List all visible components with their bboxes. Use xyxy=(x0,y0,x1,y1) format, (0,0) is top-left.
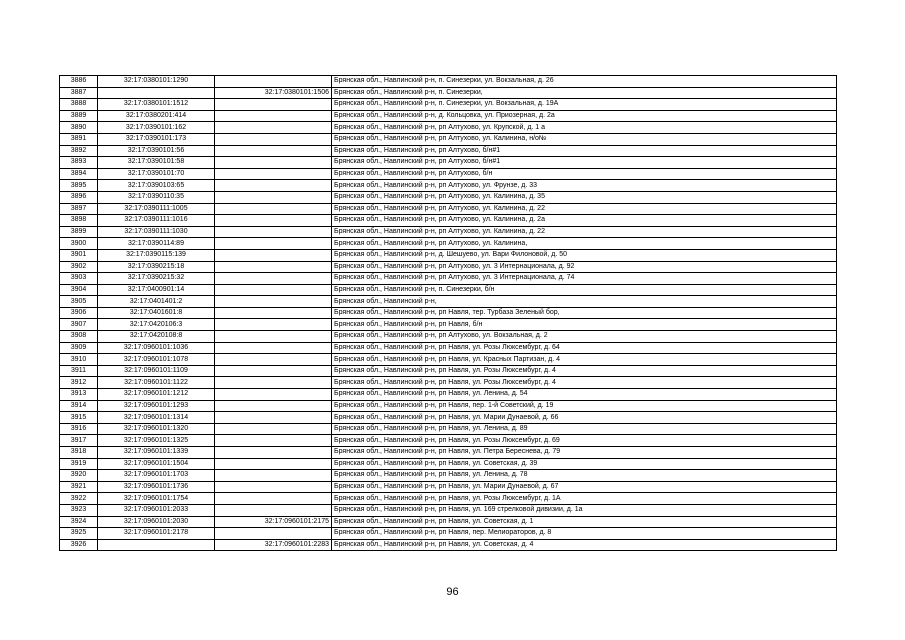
cadastral-number-cell: 32:17:0380101:1512 xyxy=(98,99,215,111)
table-row xyxy=(60,99,837,111)
cadastral-number-cell: 32:17:0401401:2 xyxy=(98,296,215,308)
address-cell: Брянская обл., Навлинский р-н, рп Навля, ул. Розы Люксембург, д. 4 xyxy=(332,365,837,377)
row-number-cell: 3895 xyxy=(60,180,98,192)
related-cadastral-number-cell xyxy=(215,481,332,493)
table-row xyxy=(60,157,837,169)
table-row xyxy=(60,539,837,551)
row-number-cell: 3893 xyxy=(60,157,98,169)
cadastral-number-cell: 32:17:0960101:1703 xyxy=(98,470,215,482)
related-cadastral-number-cell xyxy=(215,307,332,319)
cadastral-number-cell xyxy=(98,87,215,99)
cadastral-number-cell: 32:17:0420106:3 xyxy=(98,319,215,331)
address-cell: Брянская обл., Навлинский р-н, рп Навля, тер. Турбаза Зеленый бор, xyxy=(332,307,837,319)
table-row xyxy=(60,122,837,134)
address-cell: Брянская обл., Навлинский р-н, рп Навля, ул. Советская, д. 4 xyxy=(332,539,837,551)
table-row xyxy=(60,389,837,401)
table-row xyxy=(60,365,837,377)
cadastral-number-cell: 32:17:0960101:1109 xyxy=(98,365,215,377)
cadastral-number-cell: 32:17:0960101:1122 xyxy=(98,377,215,389)
row-number-cell: 3915 xyxy=(60,412,98,424)
cadastral-number-cell: 32:17:0960101:1325 xyxy=(98,435,215,447)
related-cadastral-number-cell xyxy=(215,412,332,424)
cadastral-number-cell: 32:17:0390101:162 xyxy=(98,122,215,134)
address-cell: Брянская обл., Навлинский р-н, рп Алтухово, ул. Калинина, д. 35 xyxy=(332,191,837,203)
table-row xyxy=(60,447,837,459)
cadastral-number-cell: 32:17:0960101:1212 xyxy=(98,389,215,401)
table-row xyxy=(60,493,837,505)
row-number-cell: 3909 xyxy=(60,342,98,354)
row-number-cell: 3917 xyxy=(60,435,98,447)
row-number-cell: 3920 xyxy=(60,470,98,482)
cadastral-number-cell: 32:17:0390111:1016 xyxy=(98,215,215,227)
row-number-cell: 3903 xyxy=(60,273,98,285)
row-number-cell: 3913 xyxy=(60,389,98,401)
address-cell: Брянская обл., Навлинский р-н, п. Синезерки, xyxy=(332,87,837,99)
address-cell: Брянская обл., Навлинский р-н, рп Навля, ул. Советская, д. 1 xyxy=(332,516,837,528)
table-row xyxy=(60,238,837,250)
table-row xyxy=(60,377,837,389)
cadastral-number-cell: 32:17:0390103:65 xyxy=(98,180,215,192)
cadastral-number-cell: 32:17:0390115:139 xyxy=(98,249,215,261)
cadastral-number-cell: 32:17:0960101:1078 xyxy=(98,354,215,366)
row-number-cell: 3923 xyxy=(60,504,98,516)
address-cell: Брянская обл., Навлинский р-н, п. Синезерки, ул. Вокзальная, д. 19А xyxy=(332,99,837,111)
row-number-cell: 3892 xyxy=(60,145,98,157)
cadastral-number-cell: 32:17:0390101:70 xyxy=(98,168,215,180)
address-cell: Брянская обл., Навлинский р-н, п. Синезерки, б/н xyxy=(332,284,837,296)
cadastral-number-cell: 32:17:0960101:1736 xyxy=(98,481,215,493)
related-cadastral-number-cell xyxy=(215,122,332,134)
related-cadastral-number-cell xyxy=(215,319,332,331)
address-cell: Брянская обл., Навлинский р-н, рп Алтухово, б/н#1 xyxy=(332,145,837,157)
row-number-cell: 3886 xyxy=(60,76,98,88)
table-row xyxy=(60,168,837,180)
address-cell: Брянская обл., Навлинский р-н, рп Алтухово, ул. Фрунзе, д. 33 xyxy=(332,180,837,192)
table-row xyxy=(60,458,837,470)
row-number-cell: 3902 xyxy=(60,261,98,273)
related-cadastral-number-cell: 32:17:0960101:2175 xyxy=(215,516,332,528)
row-number-cell: 3900 xyxy=(60,238,98,250)
page-number: 96 xyxy=(446,586,459,598)
cadastral-number-cell: 32:17:0960101:1339 xyxy=(98,447,215,459)
row-number-cell: 3894 xyxy=(60,168,98,180)
row-number-cell: 3910 xyxy=(60,354,98,366)
related-cadastral-number-cell xyxy=(215,76,332,88)
address-cell: Брянская обл., Навлинский р-н, рп Навля, ул. Советская, д. 39 xyxy=(332,458,837,470)
row-number-cell: 3914 xyxy=(60,400,98,412)
related-cadastral-number-cell xyxy=(215,110,332,122)
table-row xyxy=(60,110,837,122)
related-cadastral-number-cell xyxy=(215,389,332,401)
address-cell: Брянская обл., Навлинский р-н, рп Алтухово, ул. Калинина, д. 22 xyxy=(332,226,837,238)
cadastral-number-cell: 32:17:0960101:2033 xyxy=(98,504,215,516)
related-cadastral-number-cell: 32:17:0380101:1506 xyxy=(215,87,332,99)
row-number-cell: 3922 xyxy=(60,493,98,505)
address-cell: Брянская обл., Навлинский р-н, рп Навля, ул. Ленина, д. 54 xyxy=(332,389,837,401)
related-cadastral-number-cell xyxy=(215,342,332,354)
address-cell: Брянская обл., Навлинский р-н, рп Навля, ул. Марии Дунаевой, д. 66 xyxy=(332,412,837,424)
address-cell: Брянская обл., Навлинский р-н, рп Навля, б/н xyxy=(332,319,837,331)
address-cell: Брянская обл., Навлинский р-н, рп Алтухово, б/н#1 xyxy=(332,157,837,169)
related-cadastral-number-cell: 32:17:0960101:2283 xyxy=(215,539,332,551)
related-cadastral-number-cell xyxy=(215,528,332,540)
address-cell: Брянская обл., Навлинский р-н, рп Навля, ул. Розы Люксембург, д. 69 xyxy=(332,435,837,447)
address-cell: Брянская обл., Навлинский р-н, рп Навля, ул. Розы Люксембург, д. 1А xyxy=(332,493,837,505)
cadastral-number-cell: 32:17:0390111:1005 xyxy=(98,203,215,215)
row-number-cell: 3916 xyxy=(60,423,98,435)
row-number-cell: 3897 xyxy=(60,203,98,215)
row-number-cell: 3921 xyxy=(60,481,98,493)
registry-table xyxy=(59,75,837,551)
table-row xyxy=(60,191,837,203)
table-row xyxy=(60,261,837,273)
address-cell: Брянская обл., Навлинский р-н, рп Алтухово, ул. Крупской, д. 1 а xyxy=(332,122,837,134)
address-cell: Брянская обл., Навлинский р-н, рп Алтухово, ул. Калинина, д. 2а xyxy=(332,215,837,227)
related-cadastral-number-cell xyxy=(215,458,332,470)
table-row xyxy=(60,435,837,447)
address-cell: Брянская обл., Навлинский р-н, рп Алтухово, ул. Калинина, д. 22 xyxy=(332,203,837,215)
row-number-cell: 3904 xyxy=(60,284,98,296)
table-row xyxy=(60,215,837,227)
cadastral-number-cell: 32:17:0400901:14 xyxy=(98,284,215,296)
table-row xyxy=(60,331,837,343)
row-number-cell: 3912 xyxy=(60,377,98,389)
row-number-cell: 3926 xyxy=(60,539,98,551)
related-cadastral-number-cell xyxy=(215,99,332,111)
address-cell: Брянская обл., Навлинский р-н, xyxy=(332,296,837,308)
table-row xyxy=(60,354,837,366)
related-cadastral-number-cell xyxy=(215,203,332,215)
table-row xyxy=(60,203,837,215)
row-number-cell: 3901 xyxy=(60,249,98,261)
related-cadastral-number-cell xyxy=(215,284,332,296)
address-cell: Брянская обл., Навлинский р-н, рп Навля, ул. Розы Люксембург, д. 4 xyxy=(332,377,837,389)
address-cell: Брянская обл., Навлинский р-н, рп Навля, ул. Петра Береснева, д. 79 xyxy=(332,447,837,459)
row-number-cell: 3891 xyxy=(60,133,98,145)
related-cadastral-number-cell xyxy=(215,215,332,227)
related-cadastral-number-cell xyxy=(215,157,332,169)
table-row xyxy=(60,284,837,296)
row-number-cell: 3911 xyxy=(60,365,98,377)
cadastral-number-cell: 32:17:0380101:1290 xyxy=(98,76,215,88)
address-cell: Брянская обл., Навлинский р-н, д. Кольцовка, ул. Приозерная, д. 2а xyxy=(332,110,837,122)
table-row xyxy=(60,296,837,308)
related-cadastral-number-cell xyxy=(215,423,332,435)
table-row xyxy=(60,180,837,192)
table-row xyxy=(60,145,837,157)
row-number-cell: 3899 xyxy=(60,226,98,238)
table-row xyxy=(60,273,837,285)
related-cadastral-number-cell xyxy=(215,133,332,145)
row-number-cell: 3908 xyxy=(60,331,98,343)
table-row xyxy=(60,470,837,482)
related-cadastral-number-cell xyxy=(215,400,332,412)
cadastral-number-cell: 32:17:0390215:32 xyxy=(98,273,215,285)
row-number-cell: 3889 xyxy=(60,110,98,122)
cadastral-number-cell: 32:17:0390114:89 xyxy=(98,238,215,250)
table-row xyxy=(60,516,837,528)
related-cadastral-number-cell xyxy=(215,470,332,482)
address-cell: Брянская обл., Навлинский р-н, рп Навля, ул. Красных Партизан, д. 4 xyxy=(332,354,837,366)
cadastral-number-cell: 32:17:0380201:414 xyxy=(98,110,215,122)
address-cell: Брянская обл., Навлинский р-н, п. Синезерки, ул. Вокзальная, д. 26 xyxy=(332,76,837,88)
row-number-cell: 3905 xyxy=(60,296,98,308)
cadastral-number-cell: 32:17:0390101:173 xyxy=(98,133,215,145)
cadastral-number-cell: 32:17:0960101:2030 xyxy=(98,516,215,528)
related-cadastral-number-cell xyxy=(215,377,332,389)
cadastral-number-cell: 32:17:0960101:1504 xyxy=(98,458,215,470)
row-number-cell: 3896 xyxy=(60,191,98,203)
cadastral-number-cell: 32:17:0960101:1314 xyxy=(98,412,215,424)
cadastral-number-cell: 32:17:0390110:35 xyxy=(98,191,215,203)
cadastral-number-cell: 32:17:0401601:8 xyxy=(98,307,215,319)
related-cadastral-number-cell xyxy=(215,365,332,377)
cadastral-number-cell xyxy=(98,539,215,551)
address-cell: Брянская обл., Навлинский р-н, рп Навля, ул. Ленина, д. 89 xyxy=(332,423,837,435)
related-cadastral-number-cell xyxy=(215,354,332,366)
cadastral-number-cell: 32:17:0390101:58 xyxy=(98,157,215,169)
table-row xyxy=(60,342,837,354)
row-number-cell: 3918 xyxy=(60,447,98,459)
table-row xyxy=(60,423,837,435)
cadastral-number-cell: 32:17:0960101:1320 xyxy=(98,423,215,435)
related-cadastral-number-cell xyxy=(215,296,332,308)
table-row xyxy=(60,481,837,493)
row-number-cell: 3924 xyxy=(60,516,98,528)
row-number-cell: 3898 xyxy=(60,215,98,227)
address-cell: Брянская обл., Навлинский р-н, рп Навля, ул. Ленина, д. 78 xyxy=(332,470,837,482)
row-number-cell: 3907 xyxy=(60,319,98,331)
cadastral-number-cell: 32:17:0960101:1754 xyxy=(98,493,215,505)
table-row xyxy=(60,528,837,540)
row-number-cell: 3906 xyxy=(60,307,98,319)
table-row xyxy=(60,319,837,331)
row-number-cell: 3925 xyxy=(60,528,98,540)
related-cadastral-number-cell xyxy=(215,261,332,273)
address-cell: Брянская обл., Навлинский р-н, рп Алтухово, ул. 3 Интернационала, д. 92 xyxy=(332,261,837,273)
address-cell: Брянская обл., Навлинский р-н, рп Навля, ул. 169 стрелковой дивизии, д. 1а xyxy=(332,504,837,516)
cadastral-number-cell: 32:17:0390111:1030 xyxy=(98,226,215,238)
related-cadastral-number-cell xyxy=(215,249,332,261)
address-cell: Брянская обл., Навлинский р-н, рп Алтухово, ул. Калинина, xyxy=(332,238,837,250)
address-cell: Брянская обл., Навлинский р-н, рп Навля, ул. Розы Люксембург, д. 64 xyxy=(332,342,837,354)
row-number-cell: 3919 xyxy=(60,458,98,470)
table-row xyxy=(60,76,837,88)
address-cell: Брянская обл., Навлинский р-н, рп Навля, ул. Марии Дунаевой, д. 67 xyxy=(332,481,837,493)
related-cadastral-number-cell xyxy=(215,238,332,250)
row-number-cell: 3890 xyxy=(60,122,98,134)
table-row xyxy=(60,504,837,516)
cadastral-number-cell: 32:17:0960101:2178 xyxy=(98,528,215,540)
related-cadastral-number-cell xyxy=(215,273,332,285)
related-cadastral-number-cell xyxy=(215,168,332,180)
cadastral-number-cell: 32:17:0960101:1293 xyxy=(98,400,215,412)
cadastral-number-cell: 32:17:0390215:18 xyxy=(98,261,215,273)
table-row xyxy=(60,87,837,99)
address-cell: Брянская обл., Навлинский р-н, д. Шешуево, ул. Вари Филоновой, д. 50 xyxy=(332,249,837,261)
cadastral-number-cell: 32:17:0960101:1036 xyxy=(98,342,215,354)
related-cadastral-number-cell xyxy=(215,493,332,505)
address-cell: Брянская обл., Навлинский р-н, рп Алтухово, ул. 3 Интернационала, д. 74 xyxy=(332,273,837,285)
table-row xyxy=(60,249,837,261)
table-row xyxy=(60,133,837,145)
address-cell: Брянская обл., Навлинский р-н, рп Навля, пер. Мелиораторов, д. 8 xyxy=(332,528,837,540)
related-cadastral-number-cell xyxy=(215,504,332,516)
related-cadastral-number-cell xyxy=(215,191,332,203)
row-number-cell: 3887 xyxy=(60,87,98,99)
table-row xyxy=(60,412,837,424)
related-cadastral-number-cell xyxy=(215,331,332,343)
cadastral-number-cell: 32:17:0390101:56 xyxy=(98,145,215,157)
related-cadastral-number-cell xyxy=(215,447,332,459)
address-cell: Брянская обл., Навлинский р-н, рп Алтухово, ул. Калинина, н/о№ xyxy=(332,133,837,145)
registry-table-body xyxy=(60,76,837,551)
address-cell: Брянская обл., Навлинский р-н, рп Алтухово, ул. Вокзальная, д. 2 xyxy=(332,331,837,343)
table-row xyxy=(60,400,837,412)
related-cadastral-number-cell xyxy=(215,180,332,192)
table-row xyxy=(60,226,837,238)
table-row xyxy=(60,307,837,319)
cadastral-number-cell: 32:17:0420108:8 xyxy=(98,331,215,343)
address-cell: Брянская обл., Навлинский р-н, рп Навля, пер. 1-й Советский, д. 19 xyxy=(332,400,837,412)
row-number-cell: 3888 xyxy=(60,99,98,111)
related-cadastral-number-cell xyxy=(215,435,332,447)
related-cadastral-number-cell xyxy=(215,145,332,157)
related-cadastral-number-cell xyxy=(215,226,332,238)
address-cell: Брянская обл., Навлинский р-н, рп Алтухово, б/н xyxy=(332,168,837,180)
